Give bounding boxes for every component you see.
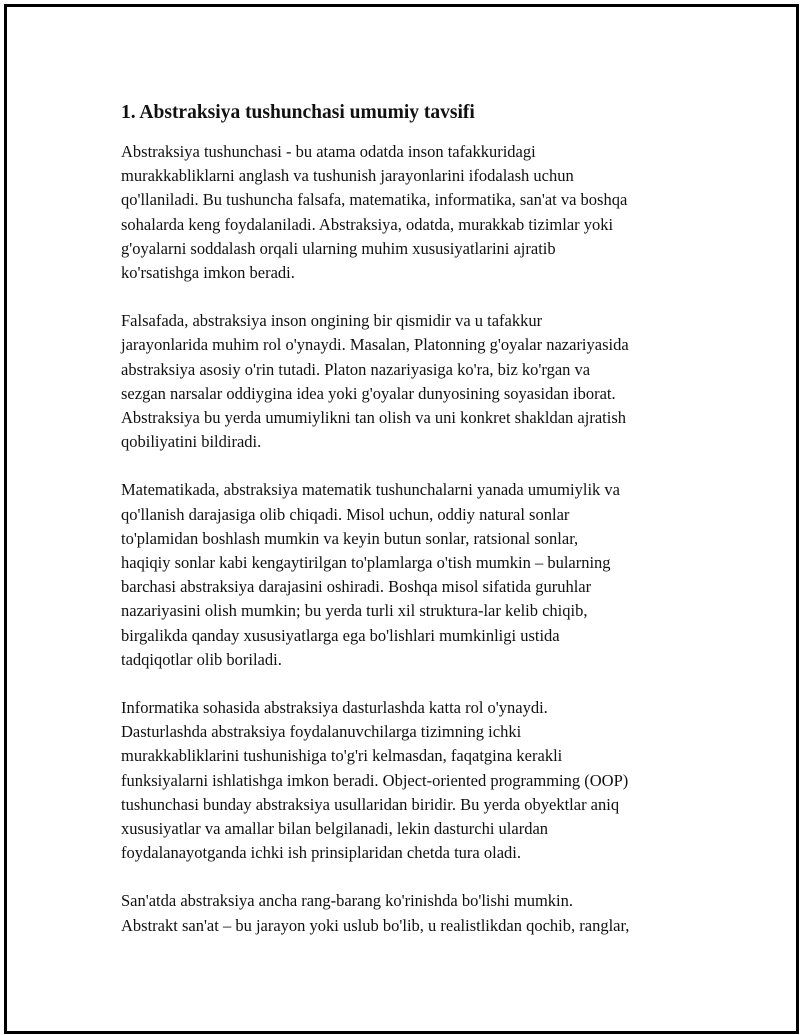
text-line: tushunchasi bunday abstraksiya usullaridan biridir. Bu yerda obyektlar aniq (121, 794, 620, 814)
text-line: qo'llaniladi. Bu tushuncha falsafa, matematika, informatika, san'at va boshqa (121, 190, 628, 210)
text-line: sezgan narsalar oddiygina idea yoki g'oyalar dunyosining soyasidan iborat. (121, 383, 616, 403)
text-line: to'plamidan boshlash mumkin va keyin butun sonlar, ratsional sonlar, (121, 528, 579, 548)
text-line: murakkabliklarni anglash va tushunish jarayonlarini ifodalash uchun (121, 166, 574, 186)
text-line: murakkabliklarini tushunishiga to'g'ri kelmasdan, faqatgina kerakli (121, 746, 563, 766)
text-line: Abstrakt san'at – bu jarayon yoki uslub bo'lib, u realistlikdan qochib, ranglar, (121, 915, 630, 935)
document-content (121, 100, 701, 962)
page-frame (4, 4, 799, 1034)
text-line: birgalikda qanday xususiyatlarga ega bo'lishlari mumkinligi ustida (121, 625, 560, 645)
text-line: Matematikada, abstraksiya matematik tushunchalarni yanada umumiylik va (121, 480, 620, 500)
text-line: Dasturlashda abstraksiya foydalanuvchilarga tizimning ichki (121, 722, 522, 742)
text-line: foydalanayotganda ichki ish prinsiplaridan chetda tura oladi. (121, 843, 521, 863)
text-line: qo'llanish darajasiga olib chiqadi. Misol uchun, oddiy natural sonlar (121, 504, 570, 524)
text-line: jarayonlarida muhim rol o'ynaydi. Masalan, Platonning g'oyalar nazariyasida (121, 335, 629, 355)
paragraph-informatics (121, 696, 701, 865)
text-line: xususiyatlar va amallar bilan belgilanadi, lekin dasturchi ulardan (121, 819, 549, 839)
document-title: 1. Abstraksiya tushunchasi umumiy tavsifi (121, 102, 475, 123)
paragraph-art (121, 889, 701, 937)
text-line: ko'rsatishga imkon beradi. (121, 263, 295, 283)
text-line: haqiqiy sonlar kabi kengaytirilgan to'plamlarga o'tish mumkin – bularning (121, 553, 611, 573)
text-line: barchasi abstraksiya darajasini oshiradi. Boshqa misol sifatida guruhlar (121, 577, 592, 597)
text-line: Abstraksiya bu yerda umumiylikni tan olish va uni konkret shakldan ajratish (121, 408, 626, 428)
text-line: sohalarda keng foydalaniladi. Abstraksiya, odatda, murakkab tizimlar yoki (121, 214, 614, 234)
text-line: g'oyalarni soddalash orqali ularning muhim xususiyatlarini ajratib (121, 238, 556, 258)
text-line: tadqiqotlar olib boriladi. (121, 649, 282, 669)
text-line: Falsafada, abstraksiya inson ongining bir qismidir va u tafakkur (121, 311, 543, 331)
text-line: funksiyalarni ishlatishga imkon beradi. Object-oriented programming (OOP) (121, 770, 629, 790)
text-line: qobiliyatini bildiradi. (121, 432, 262, 452)
text-line: abstraksiya asosiy o'rin tutadi. Platon nazariyasiga ko'ra, biz ko'rgan va (121, 359, 591, 379)
paragraph-philosophy (121, 309, 701, 454)
paragraph-mathematics (121, 478, 701, 672)
text-line: nazariyasini olish mumkin; bu yerda turli xil struktura-lar kelib chiqib, (121, 601, 588, 621)
paragraph-intro (121, 140, 701, 285)
text-line: San'atda abstraksiya ancha rang-barang ko'rinishda bo'lishi mumkin. (121, 891, 574, 911)
text-line: Informatika sohasida abstraksiya dasturlashda katta rol o'ynaydi. (121, 698, 548, 718)
text-line: Abstraksiya tushunchasi - bu atama odatda inson tafakkuridagi (121, 142, 536, 161)
